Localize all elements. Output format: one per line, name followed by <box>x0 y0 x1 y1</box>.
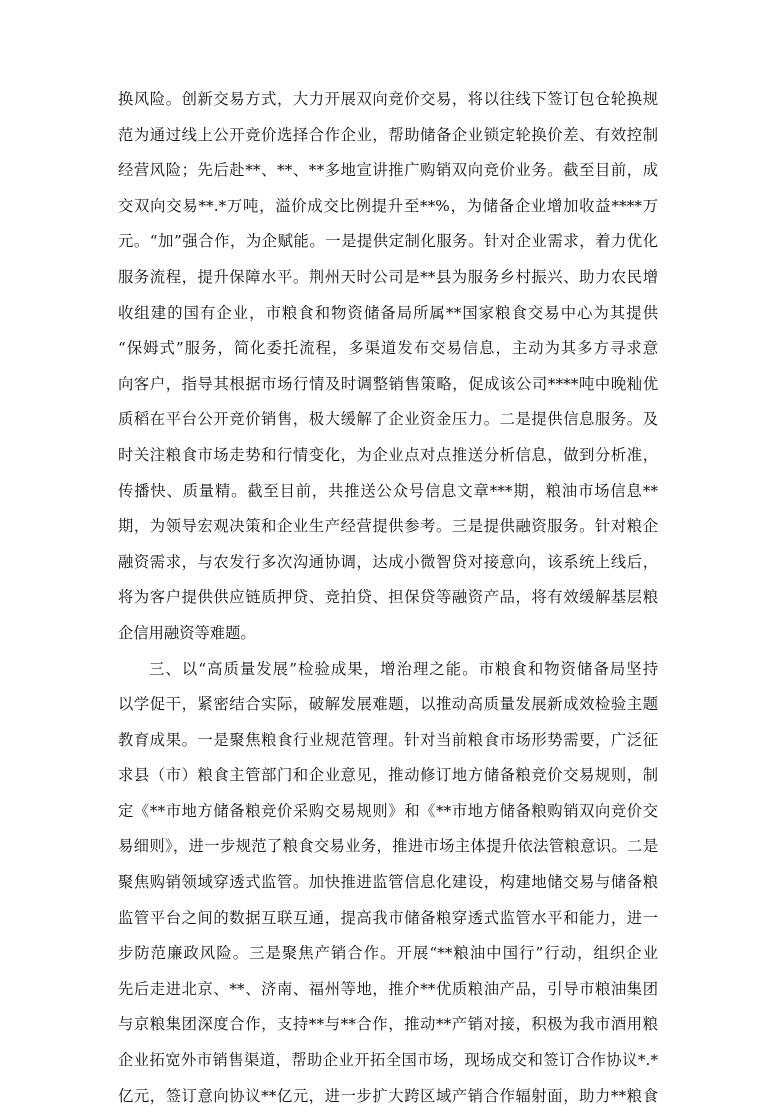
paragraph-line: 与京粮集团深度合作，支持**与**合作，推动**产销对接，积极为我市酒用粮 <box>118 1015 658 1034</box>
paragraph-line: 服务流程，提升保障水平。荆州天时公司是**县为服务乡村振兴、助力农民增 <box>118 267 658 286</box>
paragraph-line: 经营风险；先后赴**、**、**多地宣讲推广购销双向竞价业务。截至目前，成 <box>118 161 658 180</box>
paragraph-line: 求县（市）粮食主管部门和企业意见，推动修订地方储备粮竞价交易规则，制 <box>118 766 658 785</box>
paragraph-line: 将为客户提供供应链质押贷、竞拍贷、担保贷等融资产品，将有效缓解基层粮 <box>118 588 658 607</box>
paragraph-line: 范为通过线上公开竞价选择合作企业，帮助储备企业锁定轮换价差、有效控制 <box>118 125 658 144</box>
paragraph-line: 期，为领导宏观决策和企业生产经营提供参考。三是提供融资服务。针对粮企 <box>118 517 658 536</box>
paragraph-heading-line: 三、以“高质量发展”检验成果，增治理之能。市粮食和物资储备局坚持 <box>149 659 658 678</box>
paragraph-line: 定《**市地方储备粮竞价采购交易规则》和《**市地方储备粮购销双向竞价交 <box>118 801 658 820</box>
paragraph-line: 以学促干，紧密结合实际，破解发展难题，以推动高质量发展新成效检验主题 <box>118 695 658 714</box>
paragraph-line: 企信用融资等难题。 <box>118 623 256 642</box>
paragraph-line: 时关注粮食市场走势和行情变化，为企业点对点推送分析信息，做到分析准， <box>118 445 658 464</box>
paragraph-line: 换风险。创新交易方式，大力开展双向竞价交易，将以往线下签订包仓轮换规 <box>118 90 658 108</box>
document-body <box>118 82 658 1114</box>
paragraph-line: 易细则》，进一步规范了粮食交易业务，推进市场主体提升依法管粮意识。二是 <box>118 837 658 856</box>
paragraph-line: 先后走进北京、**、济南、福州等地，推介**优质粮油产品，引导市粮油集团 <box>118 979 658 998</box>
paragraph-line: “保姆式”服务，简化委托流程，多渠道发布交易信息，主动为其多方寻求意 <box>118 339 658 358</box>
paragraph-line: 收组建的国有企业，市粮食和物资储备局所属**国家粮食交易中心为其提供 <box>118 303 658 322</box>
paragraph-line: 监管平台之间的数据互联互通，提高我市储备粮穿透式监管水平和能力，进一 <box>118 908 658 927</box>
paragraph-line: 传播快、质量精。截至目前，共推送公众号信息文章***期，粮油市场信息** <box>118 481 658 500</box>
paragraph-line: 元。“加”强合作，为企赋能。一是提供定制化服务。针对企业需求，着力优化 <box>118 232 658 251</box>
paragraph-line: 亿元，签订意向协议**亿元，进一步扩大跨区域产销合作辐射面，助力**粮食 <box>118 1086 658 1105</box>
paragraph-line: 交双向交易**.*万吨，溢价成交比例提升至**%，为储备企业增加收益****万 <box>118 196 658 215</box>
paragraph-line: 质稻在平台公开竞价销售，极大缓解了企业资金压力。二是提供信息服务。及 <box>118 410 658 429</box>
paragraph-line: 向客户，指导其根据市场行情及时调整销售策略，促成该公司****吨中晚籼优 <box>118 374 658 393</box>
paragraph-line: 聚焦购销领域穿透式监管。加快推进监管信息化建设，构建地储交易与储备粮 <box>118 873 658 892</box>
paragraph-line: 融资需求，与农发行多次沟通协调，达成小微智贷对接意向，该系统上线后， <box>118 552 658 571</box>
paragraph-line: 企业拓宽外市销售渠道，帮助企业开拓全国市场，现场成交和签订合作协议*.* <box>118 1051 658 1070</box>
paragraph-line: 教育成果。一是聚焦粮食行业规范管理。针对当前粮食市场形势需要，广泛征 <box>118 730 658 749</box>
paragraph-line: 步防范廉政风险。三是聚焦产销合作。开展“**粮油中国行”行动，组织企业 <box>118 944 658 963</box>
